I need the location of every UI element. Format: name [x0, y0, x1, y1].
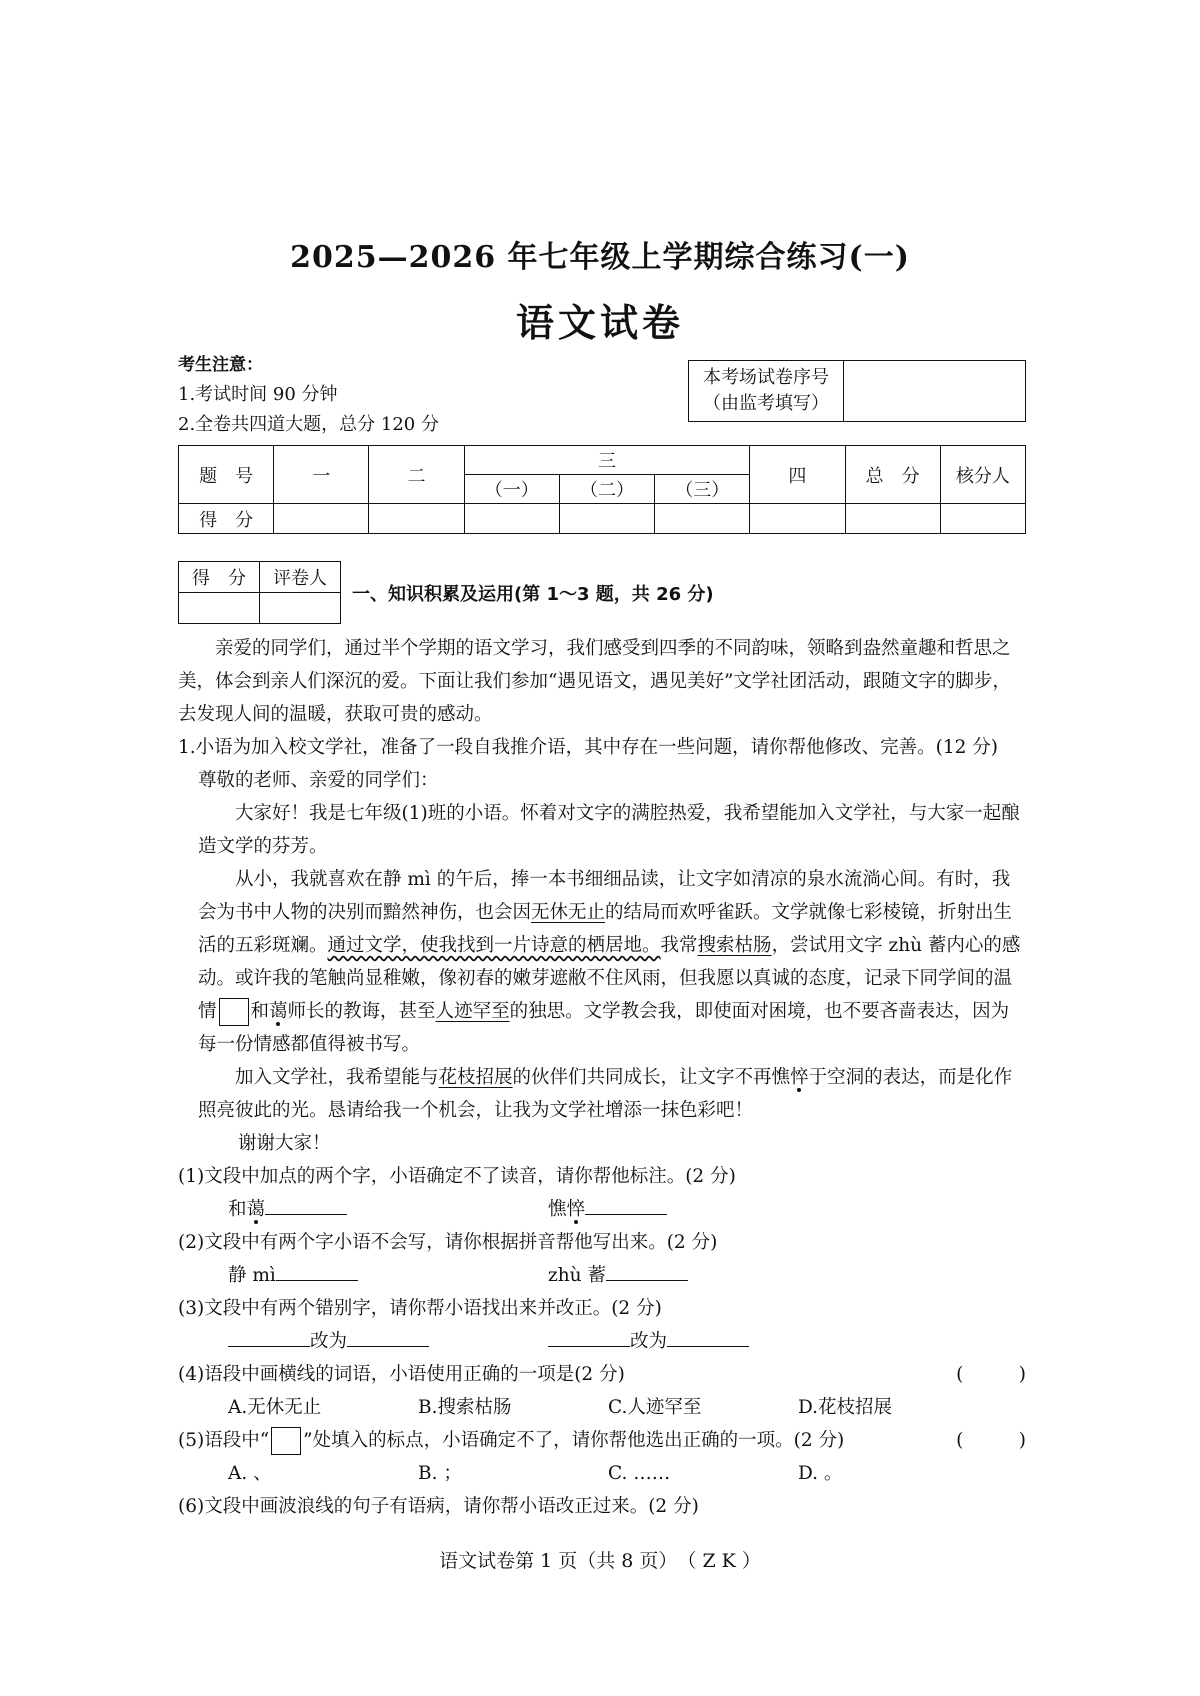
- punctuation-box[interactable]: [219, 998, 249, 1026]
- option[interactable]: A. 、: [228, 1463, 272, 1484]
- sub-question-1-answers: 和蔼 憔悴: [178, 1193, 1026, 1226]
- score-cell[interactable]: [369, 504, 464, 534]
- speech-paragraph-3: 加入文学社，我希望能与花枝招展的伙伴们共同成长，让文字不再憔悴于空洞的表达，而是化作照亮彼此的光。恳请给我一个机会，让我为文学社增添一抹色彩吧！: [198, 1067, 1013, 1121]
- exam-notice: [178, 350, 439, 440]
- notice-item: 1.考试时间 90 分钟: [178, 384, 338, 405]
- score-cell[interactable]: [274, 504, 369, 534]
- sub-question-4-options: [178, 1391, 1026, 1424]
- grader-name-cell[interactable]: [260, 593, 341, 624]
- grader-name-label: 评卷人: [260, 562, 341, 593]
- sub-col-header: （一）: [464, 475, 559, 504]
- score-cell[interactable]: [655, 504, 750, 534]
- sub-question-1: (1)文段中加点的两个字，小语确定不了读音，请你帮他标注。(2 分): [178, 1166, 736, 1187]
- score-cell[interactable]: [464, 504, 559, 534]
- intro-paragraph: 亲爱的同学们，通过半个学期的语文学习，我们感受到四季的不同韵味，领略到盎然童趣和哲思之美，体会到亲人们深沉的爱。下面让我们参加“遇见语文，遇见美好”文学社团活动，跟随文字的脚步，去发现人间的温暖，获取可贵的感动。: [178, 638, 1011, 725]
- col-header-total: 总 分: [845, 446, 940, 504]
- sub-question-5: (5)语段中“ ”处填入的标点，小语确定不了，请你帮他选出正确的一项。(2 分) ( ): [178, 1424, 1026, 1457]
- answer-blank[interactable]: [228, 1326, 310, 1347]
- underlined-word: 搜索枯肠: [697, 935, 772, 956]
- score-table: [178, 445, 1026, 534]
- score-cell[interactable]: [940, 504, 1025, 534]
- serial-number-box: [688, 360, 1026, 422]
- answer-parentheses[interactable]: ( ): [956, 1364, 1026, 1385]
- row-label-score: 得 分: [179, 504, 274, 534]
- sub-col-header: （三）: [655, 475, 750, 504]
- sub-question-3: (3)文段中有两个错别字，请你帮小语找出来并改正。(2 分): [178, 1298, 662, 1319]
- wavy-sentence: 通过文学，使我找到一片诗意的栖居地。: [327, 935, 661, 956]
- answer-blank[interactable]: [585, 1194, 667, 1215]
- serial-input-cell[interactable]: [844, 361, 1026, 422]
- option[interactable]: C.人迹罕至: [608, 1397, 702, 1418]
- answer-blank[interactable]: [667, 1326, 749, 1347]
- sub-question-6: (6)文段中画波浪线的句子有语病，请你帮小语改正过来。(2 分): [178, 1496, 699, 1517]
- sub-question-3-answers: 改为 改为: [178, 1325, 1026, 1358]
- underlined-word: 无休无止: [531, 902, 606, 923]
- score-cell[interactable]: [750, 504, 845, 534]
- speech-thanks: 谢谢大家！: [238, 1133, 331, 1154]
- speech-paragraph-2: 从小，我就喜欢在静 mì 的午后，捧一本书细细品读，让文字如清凉的泉水流淌心间。有时，我会为书中人物的决别而黯然神伤，也会因无休无止的结局而欢呼雀跃。文学就像七彩棱镜，折射出生活的五彩斑斓。通过文学，使我找到一片诗意的栖居地。我常搜索枯肠，尝试用文字 zhù 蓄内心的感动。或许我的笔触尚显稚嫩，像初春的嫩芽遮敝不住风雨，但我愿以真诚的态度，记录下同学间的温情 和蔼师长的教诲，甚至人迹罕至的独思。文学教会我，即使面对困境，也不要吝啬表达，因为每一份情感都值得被书写。: [198, 869, 1021, 1055]
- option[interactable]: C. ……: [608, 1463, 671, 1484]
- sub-question-2: (2)文段中有两个字小语不会写，请你根据拼音帮他写出来。(2 分): [178, 1232, 718, 1253]
- notice-heading: 考生注意：: [178, 355, 263, 375]
- option[interactable]: A.无休无止: [228, 1397, 322, 1418]
- dotted-char: 悴: [790, 1067, 809, 1088]
- grader-score-cell[interactable]: [179, 593, 260, 624]
- answer-blank[interactable]: [347, 1326, 429, 1347]
- answer-blank[interactable]: [265, 1194, 347, 1215]
- col-header-checker: 核分人: [940, 446, 1025, 504]
- score-cell[interactable]: [559, 504, 654, 534]
- row-label-number: 题 号: [179, 446, 274, 504]
- notice-item: 2.全卷共四道大题，总分 120 分: [178, 414, 439, 435]
- speech-paragraph-1: 大家好！我是七年级(1)班的小语。怀着对文字的满腔热爱，我希望能加入文学社，与大家一起酿造文学的芬芳。: [198, 803, 1020, 857]
- sub-question-2-answers: 静 mì zhù 蓄: [178, 1259, 1026, 1292]
- section-1-title: 一、知识积累及运用(第 1～3 题，共 26 分): [352, 584, 714, 605]
- punctuation-box-icon: [271, 1427, 301, 1455]
- exam-title: 2025—2026 年七年级上学期综合练习(一): [290, 240, 910, 275]
- sub-col-header: （二）: [559, 475, 654, 504]
- grader-score-label: 得 分: [179, 562, 260, 593]
- salutation: 尊敬的老师、亲爱的同学们：: [198, 770, 439, 791]
- underlined-word: 花枝招展: [438, 1067, 513, 1088]
- answer-blank[interactable]: [548, 1326, 630, 1347]
- sub-question-5-options: [178, 1457, 1026, 1490]
- col-header-3: 三: [464, 446, 750, 475]
- col-header-4: 四: [750, 446, 845, 504]
- option[interactable]: D.花枝招展: [798, 1397, 893, 1418]
- answer-blank[interactable]: [606, 1260, 688, 1281]
- exam-subtitle: 语文试卷: [515, 300, 684, 345]
- underlined-word: 人迹罕至: [435, 1001, 510, 1022]
- serial-label: 本考场试卷序号 （由监考填写）: [689, 361, 844, 422]
- answer-parentheses[interactable]: ( ): [956, 1430, 1026, 1451]
- dotted-char: 蔼: [269, 1001, 288, 1022]
- sub-question-4: (4)语段中画横线的词语，小语使用正确的一项是(2 分) ( ): [178, 1358, 1026, 1391]
- score-cell[interactable]: [845, 504, 940, 534]
- page-footer: 语文试卷第 1 页（共 8 页） （ Z K ）: [439, 1550, 761, 1572]
- col-header-2: 二: [369, 446, 464, 504]
- col-header-1: 一: [274, 446, 369, 504]
- option[interactable]: D. 。: [798, 1463, 843, 1484]
- option[interactable]: B.搜索枯肠: [418, 1397, 512, 1418]
- grader-box: [178, 561, 341, 624]
- question-body: [178, 632, 1026, 1523]
- question-1-stem: 1.小语为加入校文学社，准备了一段自我推介语，其中存在一些问题，请你帮他修改、完善。(12 分): [178, 737, 999, 758]
- answer-blank[interactable]: [276, 1260, 358, 1281]
- option[interactable]: B. ；: [418, 1463, 462, 1484]
